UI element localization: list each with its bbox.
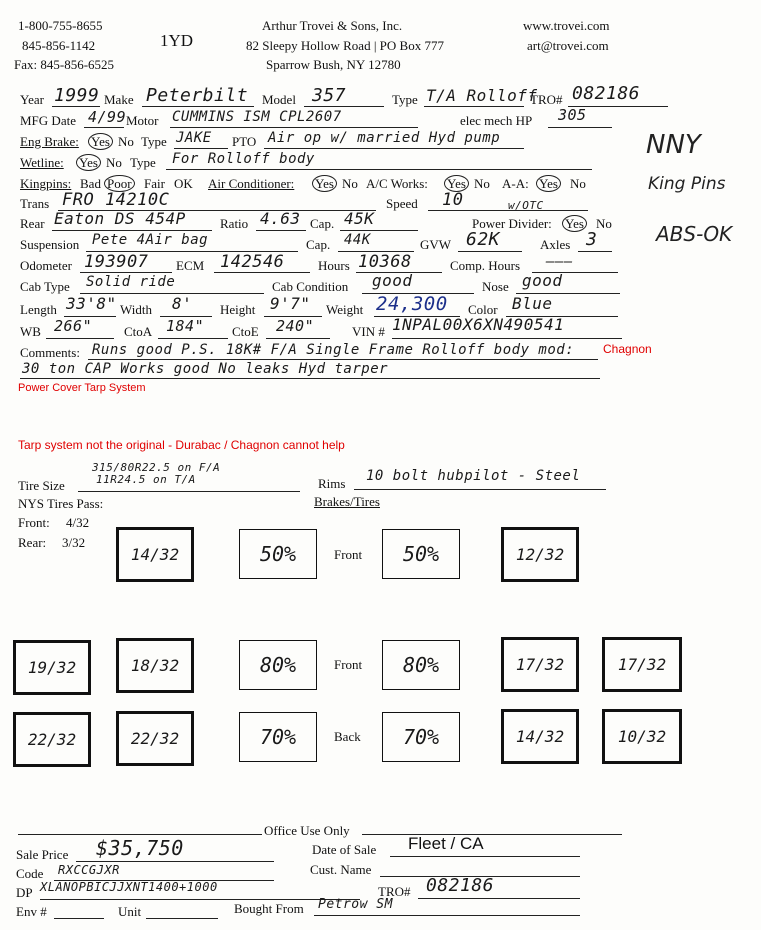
rear-cap-label: Cap. (310, 216, 335, 231)
comments-label: Comments: (20, 345, 80, 360)
phone-tollfree: 1-800-755-8655 (18, 18, 103, 33)
tire-size-2: 11R24.5 on T/A (96, 473, 196, 486)
model-value: 357 (312, 85, 347, 106)
aa-yes: Yes (536, 175, 561, 192)
ac-works-label: A/C Works: (366, 176, 428, 191)
rear-req-value: 3/32 (62, 535, 86, 550)
speed-value: 10 (442, 190, 464, 210)
mfg-date-label: MFG Date (20, 113, 76, 128)
gvw-value: 62K (466, 229, 501, 250)
cab-type-value: Solid ride (86, 274, 176, 290)
website: www.trovei.com (523, 18, 610, 33)
hours-value: 10368 (358, 252, 412, 272)
eng-brake-type-value: JAKE (176, 130, 212, 146)
mfg-date-value: 4/99 (88, 108, 127, 126)
tire-box: 18/32 (116, 638, 194, 693)
company-city: Sparrow Bush, NY 12780 (266, 57, 401, 72)
tro-value: 082186 (572, 83, 641, 104)
gvw-label: GVW (420, 237, 452, 252)
susp-cap-label: Cap. (306, 237, 331, 252)
brake-box: 50% (382, 529, 460, 579)
type-value: T/A Rolloff (426, 86, 538, 105)
form-code: 1YD (160, 31, 194, 50)
tarp-system-note: Power Cover Tarp System (18, 382, 146, 394)
ac-no: No (342, 176, 358, 191)
ctoe-value: 240" (276, 317, 315, 335)
ctoe-label: CtoE (232, 324, 259, 339)
bought-from-label: Bought From (234, 901, 304, 916)
cab-type-label: Cab Type (20, 279, 70, 294)
wetline-no: No (106, 155, 122, 170)
brake-box: 70% (382, 712, 460, 762)
front-req-label: Front: (18, 515, 50, 530)
odometer-label: Odometer (20, 258, 72, 273)
kingpins-poor: Poor (104, 175, 135, 192)
pto-value: Air op w/ married Hyd pump (268, 130, 501, 146)
kingpins-label: Kingpins: (20, 176, 72, 191)
front-row-label-2: Front (334, 657, 363, 672)
hp-label: elec mech HP (460, 113, 533, 128)
pto-label: PTO (232, 134, 257, 149)
company-name: Arthur Trovei & Sons, Inc. (262, 18, 403, 33)
office-use-label: Office Use Only (264, 823, 350, 838)
cab-condition-label: Cab Condition (272, 279, 349, 294)
wb-label: WB (20, 324, 41, 339)
tire-box: 17/32 (501, 637, 579, 692)
comp-hours-value: ——— (546, 254, 573, 270)
nose-value: good (522, 271, 563, 290)
brake-box: 50% (239, 529, 317, 579)
front-req-value: 4/32 (66, 515, 90, 530)
tire-box: 14/32 (501, 709, 579, 764)
susp-cap-value: 44K (344, 232, 371, 248)
sale-price-value: $35,750 (96, 836, 184, 860)
tire-box: 14/32 (116, 527, 194, 582)
tire-size-label: Tire Size (18, 478, 65, 493)
ac-works-no: No (474, 176, 490, 191)
eng-brake-label: Eng Brake: (20, 134, 79, 149)
date-of-sale-label: Date of Sale (312, 842, 377, 857)
rims-value: 10 bolt hubpilot - Steel (366, 468, 581, 484)
eng-brake-type-label: Type (141, 134, 167, 149)
color-label: Color (468, 302, 498, 317)
fleet-value: Fleet / CA (408, 834, 484, 853)
type-label: Type (392, 92, 418, 107)
width-label: Width (120, 302, 152, 317)
sale-price-label: Sale Price (16, 847, 69, 862)
tire-box: 19/32 (13, 640, 91, 695)
odometer-value: 193907 (84, 252, 149, 272)
ac-label: Air Conditioner: (208, 176, 295, 191)
tire-box: 12/32 (501, 527, 579, 582)
ac-yes: Yes (312, 175, 337, 192)
height-label: Height (220, 302, 256, 317)
ecm-label: ECM (176, 258, 205, 273)
tro2-label: TRO# (378, 884, 411, 899)
wetline-label: Wetline: (20, 155, 64, 170)
email: art@trovei.com (527, 38, 609, 53)
length-label: Length (20, 302, 57, 317)
front-row-label: Front (334, 547, 363, 562)
trans-value: FRO 14210C (62, 190, 170, 210)
wetline-type-label: Type (130, 155, 156, 170)
bought-from-value: Petrow SM (318, 897, 393, 912)
phone-local: 845-856-1142 (22, 38, 96, 53)
eng-brake-yes: Yes (88, 133, 113, 150)
trans-label: Trans (20, 196, 50, 211)
margin-abs: ABS-OK (656, 222, 733, 246)
rims-label: Rims (318, 476, 346, 491)
ratio-label: Ratio (220, 216, 249, 231)
ac-works-yes: Yes (444, 175, 469, 192)
motor-label: Motor (126, 113, 159, 128)
tire-box: 22/32 (13, 712, 91, 767)
code-value: RXCCGJXR (58, 863, 120, 877)
power-divider-yes: Yes (562, 215, 587, 232)
env-label: Env # (16, 904, 47, 919)
company-address: 82 Sleepy Hollow Road | PO Box 777 (246, 38, 444, 53)
tarp-not-original-note: Tarp system not the original - Durabac / Chagnon cannot help (18, 438, 345, 452)
dp-value: XLANOPBICJJXNT1400+1000 (40, 880, 218, 894)
tire-box: 10/32 (602, 709, 682, 764)
back-row-label: Back (334, 729, 361, 744)
wb-value: 266" (54, 317, 93, 335)
cab-condition-value: good (372, 271, 413, 290)
hours-label: Hours (318, 258, 350, 273)
length-value: 33'8" (66, 294, 117, 313)
kingpins-fair: Fair (144, 176, 165, 191)
brake-box: 80% (382, 640, 460, 690)
power-divider-no: No (596, 216, 612, 231)
axles-label: Axles (540, 237, 571, 252)
margin-nny: NNY (646, 130, 701, 160)
make-value: Peterbilt (146, 85, 249, 106)
aa-no: No (570, 176, 586, 191)
brake-box: 80% (239, 640, 317, 690)
comp-hours-label: Comp. Hours (450, 258, 521, 273)
tire-box: 17/32 (602, 637, 682, 692)
suspension-value: Pete 4Air bag (92, 232, 209, 248)
kingpins-bad: Bad (80, 176, 101, 191)
cust-name-label: Cust. Name (310, 862, 372, 877)
code-label: Code (16, 866, 44, 881)
aa-label: A-A: (502, 176, 529, 191)
ratio-value: 4.63 (260, 209, 301, 228)
brake-box: 70% (239, 712, 317, 762)
rear-cap-value: 45K (344, 209, 375, 228)
height-value: 9'7" (270, 294, 311, 313)
ctoa-value: 184" (166, 317, 205, 335)
comments-line-1: Runs good P.S. 18K# F/A Single Frame Rolloff body mod: (92, 342, 575, 358)
rear-req-label: Rear: (18, 535, 47, 550)
vin-value: 1NPAL00X6XN490541 (392, 315, 565, 334)
nys-tires-pass-label: NYS Tires Pass: (18, 496, 104, 511)
ctoa-label: CtoA (124, 324, 153, 339)
speed-label: Speed (386, 196, 418, 211)
tire-box: 22/32 (116, 711, 194, 766)
margin-kingpins: King Pins (648, 174, 726, 194)
weight-label: Weight (326, 302, 364, 317)
hp-value: 305 (558, 106, 587, 124)
wetline-yes: Yes (76, 154, 101, 171)
vin-label: VIN # (352, 324, 385, 339)
chagnon-note: Chagnon (603, 342, 652, 356)
fax: Fax: 845-856-6525 (14, 57, 115, 72)
year-label: Year (20, 92, 44, 107)
rear-value: Eaton DS 454P (54, 209, 186, 228)
comments-line-2: 30 ton CAP Works good No leaks Hyd tarper (22, 361, 389, 377)
speed-note: w/OTC (508, 199, 544, 212)
unit-label: Unit (118, 904, 142, 919)
power-divider-label: Power Divider: (472, 216, 552, 231)
make-label: Make (104, 92, 134, 107)
rear-label: Rear (20, 216, 45, 231)
year-value: 1999 (54, 85, 100, 106)
tire-size-1: 315/80R22.5 on F/A (92, 461, 221, 474)
color-value: Blue (512, 294, 553, 313)
nose-label: Nose (482, 279, 509, 294)
dp-label: DP (16, 885, 33, 900)
width-value: 8' (172, 294, 193, 313)
brakes-tires-label: Brakes/Tires (314, 494, 380, 509)
suspension-label: Suspension (20, 237, 80, 252)
eng-brake-no: No (118, 134, 134, 149)
motor-value: CUMMINS ISM CPL2607 (172, 109, 342, 125)
tro2-value: 082186 (426, 875, 495, 896)
kingpins-ok: OK (174, 176, 193, 191)
model-label: Model (262, 92, 296, 107)
ecm-value: 142546 (220, 252, 285, 272)
weight-value: 24,300 (376, 293, 448, 315)
wetline-type-value: For Rolloff body (172, 151, 315, 167)
tro-label: TRO# (530, 92, 563, 107)
axles-value: 3 (586, 229, 598, 250)
